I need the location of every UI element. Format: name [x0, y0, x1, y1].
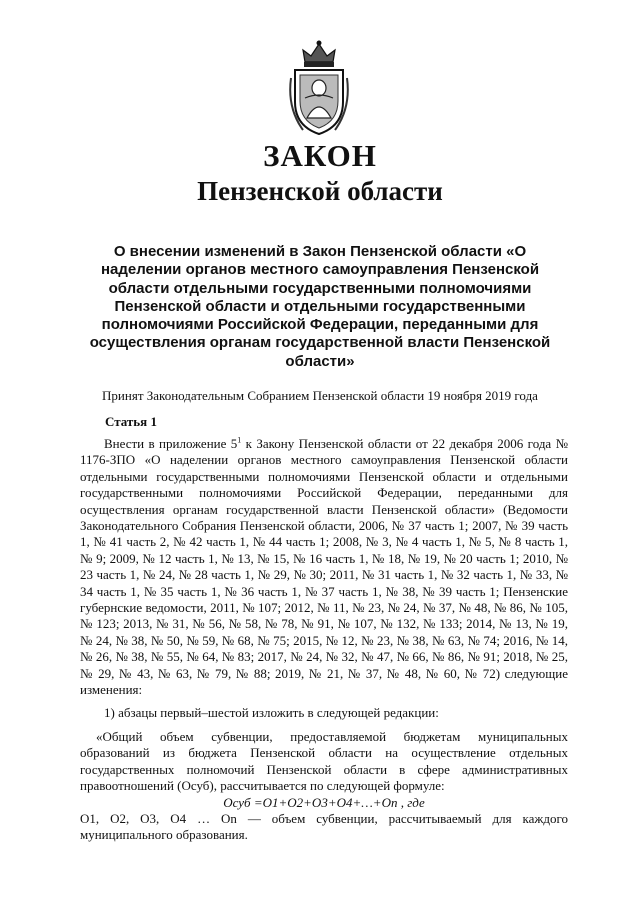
article-body: [80, 436, 568, 844]
formula: Oсуб =O1+O2+O3+O4+…+On , где: [223, 794, 425, 810]
coat-of-arms-icon: [283, 38, 355, 138]
article-title: Статья 1: [105, 414, 157, 429]
document-subtitle: Пензенской области: [197, 176, 443, 206]
article-paragraph: Внести в приложение $5^1$ к Закону Пензенской области от 22 декабря 2006 года № 1176-ЗПО «О наделении органов местного самоуправления Пензенской области отдельными государственными полномочиями Пензенской области и отдельными государственными полномочиями Российской Федерации, переданными для осуществления органам государственной власти Пензенской области» (Ведомости Законодательного Собрания Пензенской области, 2006, № 37 часть 1; 2007, № 39 часть 1, № 41 часть 2, № 42 часть 1, № 44 часть 1; 2008, № 3, № 4 часть 1, № 5, № 8 часть 1, № 9; 2009, № 12 часть 1, № 13, № 15, № 16 часть 1, № 18, № 19, № 20 часть 1; 2010, № 23 часть 1, № 24, № 28 часть 1, № 29, № 30; 2011, № 31 часть 1, № 32 часть 1, № 33, № 34 часть 1, № 35 часть 1, № 36 часть 1, № 37 часть 1, № 38, № 39 часть 1; Пензенские губернские ведомости, 2011, № 107; 2012, № 11, № 23, № 24, № 37, № 48, № 86, № 105, № 123; 2013, № 31, № 56, № 58, № 78, № 91, № 107, № 132, № 133; 2014, № 13, № 19, № 24, № 38, № 50, № 59, № 68, № 75; 2015, № 12, № 23, № 38, № 63, № 74; 2016, № 14, № 26, № 38, № 55, № 64, № 83; 2017, № 24, № 32, № 47, № 66, № 86, № 91; 2018, № 25, № 29, № 43, № 63, № 79, № 88; 2019, № 21, № 37, № 48, № 60, № 72) следующие изменения:: [80, 435, 568, 698]
law-heading: О внесении изменений в Закон Пензенской области «О наделении органов местного самоуправления Пензенской области отдельными государственными полномочиями Пензенской области и отдельными государственными полномочиями Российской Федерации, переданными для осуществления органам государственной власти Пензенской области»: [89, 243, 551, 370]
adoption-line: Принят Законодательным Собранием Пензенской области 19 ноября 2019 года: [102, 388, 538, 403]
document-title: ЗАКОН: [263, 138, 377, 173]
definition-paragraph: O1, O2, O3, O4 … On — объем субвенции, рассчитываемый для каждого муниципального образования.: [80, 810, 568, 843]
item-1: 1) абзацы первый–шестой изложить в следующей редакции:: [104, 704, 439, 720]
quote-paragraph: «Общий объем субвенции, предоставляемой бюджетам муниципальных образований из бюджета Пензенской области на осуществление отдельных государственных полномочий Пензенской области в сфере административных правоотношений (Oсуб), рассчитывается по следующей формуле:: [80, 728, 568, 794]
